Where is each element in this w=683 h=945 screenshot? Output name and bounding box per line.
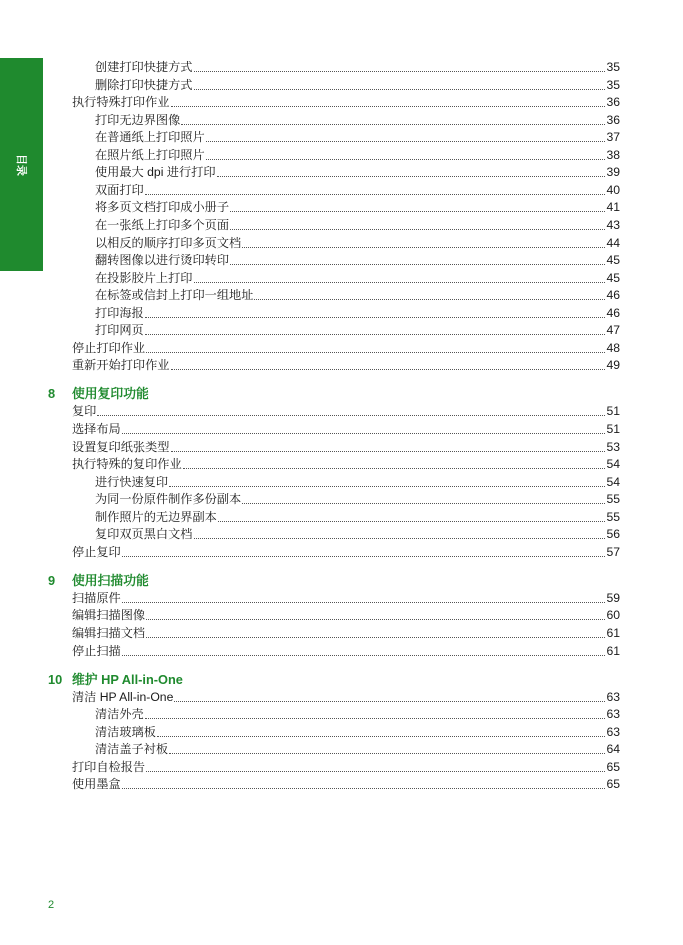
toc-entry[interactable] xyxy=(72,340,620,357)
toc-entry-title: 打印海报 xyxy=(95,305,144,320)
toc-entry-page: 54 xyxy=(606,457,620,472)
toc-entry-title: 为同一份原件制作多份副本 xyxy=(95,492,242,507)
toc-subentry[interactable] xyxy=(95,724,620,741)
dot-leader xyxy=(206,129,606,142)
toc-subentry[interactable] xyxy=(95,199,620,216)
toc-entry-page: 63 xyxy=(606,689,620,704)
dot-leader xyxy=(194,526,606,539)
toc-entry-title: 翻转图像以进行烫印转印 xyxy=(95,253,230,268)
toc-entry-page: 57 xyxy=(606,544,620,559)
toc-entry-title: 执行特殊的复印作业 xyxy=(72,457,182,472)
page-number: 2 xyxy=(48,899,55,911)
dot-leader xyxy=(171,439,606,452)
dot-leader xyxy=(122,776,606,789)
toc-subentry[interactable] xyxy=(95,322,620,339)
toc-entry-title: 删除打印快捷方式 xyxy=(95,77,193,92)
toc-entry[interactable] xyxy=(72,643,620,660)
toc-entry-title: 清洁外壳 xyxy=(95,707,144,722)
toc-entry-title: 在标签或信封上打印一组地址 xyxy=(95,288,254,303)
toc-entry-title: 编辑扫描图像 xyxy=(72,608,146,623)
toc-subentry[interactable] xyxy=(95,252,620,269)
toc-entry-title: 停止复印 xyxy=(72,544,121,559)
toc-entry-title: 停止扫描 xyxy=(72,643,121,658)
toc-entry-page: 65 xyxy=(606,777,620,792)
toc-entry-title: 复印双页黑白文档 xyxy=(95,527,193,542)
toc-entry[interactable] xyxy=(72,544,620,561)
toc-entry-title: 双面打印 xyxy=(95,182,144,197)
dot-leader xyxy=(194,77,606,90)
toc-subentry[interactable] xyxy=(95,164,620,181)
toc-entry-page: 36 xyxy=(606,95,620,110)
toc-entry-title: 进行快速复印 xyxy=(95,474,169,489)
side-tab-label: 目录 xyxy=(14,153,27,176)
toc-entry-page: 47 xyxy=(606,323,620,338)
toc-entry[interactable] xyxy=(72,759,620,776)
toc-entry-title: 将多页文档打印成小册子 xyxy=(95,200,230,215)
toc-entry-title: 选择布局 xyxy=(72,422,121,436)
dot-leader xyxy=(122,590,606,603)
toc-subentry[interactable] xyxy=(95,112,620,129)
dot-leader xyxy=(169,474,605,487)
toc-subentry[interactable] xyxy=(95,305,620,322)
toc-entry-title: 制作照片的无边界副本 xyxy=(95,509,217,524)
toc-entry-page: 49 xyxy=(606,358,620,373)
dot-leader xyxy=(181,112,605,125)
toc-entry-page: 51 xyxy=(606,422,620,436)
toc-entry-title: 清洁 HP All-in-One xyxy=(72,689,174,704)
toc-subentry[interactable] xyxy=(95,474,620,491)
toc-entry-page: 61 xyxy=(606,626,620,640)
toc-entry-title: 打印网页 xyxy=(95,323,144,338)
toc-entry-title: 执行特殊打印作业 xyxy=(72,95,170,110)
toc-entry[interactable] xyxy=(72,421,620,438)
toc-entry[interactable] xyxy=(72,607,620,624)
toc-subentry[interactable] xyxy=(95,526,620,543)
chapter-title: 维护 HP All-in-One xyxy=(72,671,183,687)
toc-entry-page: 43 xyxy=(606,218,620,232)
chapter-heading[interactable] xyxy=(48,385,448,403)
toc-entry-page: 35 xyxy=(606,77,620,92)
dot-leader xyxy=(122,643,606,656)
toc-entry[interactable] xyxy=(72,689,620,706)
toc-entry-page: 56 xyxy=(606,527,620,542)
toc-entry-title: 在普通纸上打印照片 xyxy=(95,130,205,145)
dot-leader xyxy=(230,199,605,212)
toc-entry[interactable] xyxy=(72,456,620,473)
dot-leader xyxy=(254,287,605,300)
toc-subentry[interactable] xyxy=(95,287,620,304)
chapter-number: 10 xyxy=(48,671,63,687)
toc-entry-title: 清洁玻璃板 xyxy=(95,724,156,739)
toc-subentry[interactable] xyxy=(95,59,620,76)
dot-leader xyxy=(122,421,606,434)
toc-entry-title: 设置复印纸张类型 xyxy=(72,439,170,454)
dot-leader xyxy=(230,217,605,230)
toc-entry-page: 46 xyxy=(606,288,620,303)
chapter-title: 使用复印功能 xyxy=(72,386,149,402)
toc-entry-page: 44 xyxy=(606,235,620,250)
dot-leader xyxy=(146,759,605,772)
toc-entry-title: 打印无边界图像 xyxy=(95,112,181,127)
chapter-number: 8 xyxy=(48,386,56,402)
toc-entry[interactable] xyxy=(72,590,620,607)
toc-entry-page: 37 xyxy=(606,130,620,145)
toc-entry[interactable] xyxy=(72,776,620,793)
toc-subentry[interactable] xyxy=(95,270,620,287)
dot-leader xyxy=(157,724,606,737)
dot-leader xyxy=(174,689,605,702)
dot-leader xyxy=(146,625,605,638)
dot-leader xyxy=(217,164,606,177)
dot-leader xyxy=(145,182,606,195)
toc-entry-page: 53 xyxy=(606,439,620,454)
dot-leader xyxy=(171,94,606,107)
toc-entry-title: 创建打印快捷方式 xyxy=(95,60,193,74)
toc-subentry[interactable] xyxy=(95,217,620,234)
toc-entry-title: 停止打印作业 xyxy=(72,340,146,355)
toc-entry[interactable] xyxy=(72,625,620,642)
toc-entry-title: 使用最大 dpi 进行打印 xyxy=(95,165,216,180)
dot-leader xyxy=(145,322,606,335)
toc-entry-page: 65 xyxy=(606,759,620,774)
toc-entry-title: 重新开始打印作业 xyxy=(72,358,170,373)
dot-leader xyxy=(218,509,606,522)
dot-leader xyxy=(145,305,606,318)
toc-entry-page: 46 xyxy=(606,305,620,320)
toc-entry-page: 39 xyxy=(606,165,620,180)
toc-entry[interactable] xyxy=(72,403,620,420)
toc-entry[interactable] xyxy=(72,94,620,111)
dot-leader xyxy=(145,706,606,719)
toc-entry[interactable] xyxy=(72,439,620,456)
chapter-number: 9 xyxy=(48,572,56,588)
toc-subentry[interactable] xyxy=(95,147,620,164)
toc-entry-page: 59 xyxy=(606,590,620,605)
toc-entry-page: 36 xyxy=(606,112,620,127)
toc-entry-page: 45 xyxy=(606,253,620,268)
toc-subentry[interactable] xyxy=(95,182,620,199)
dot-leader xyxy=(194,270,606,283)
toc-entry-page: 55 xyxy=(606,509,620,524)
toc-entry-title: 编辑扫描文档 xyxy=(72,626,146,640)
toc-entry-title: 扫描原件 xyxy=(72,590,121,605)
chapter-heading[interactable] xyxy=(48,572,448,590)
dot-leader xyxy=(206,147,606,160)
dot-leader xyxy=(171,357,606,370)
dot-leader xyxy=(122,544,606,557)
toc-entry-page: 55 xyxy=(606,492,620,507)
toc-subentry[interactable] xyxy=(95,509,620,526)
dot-leader xyxy=(146,607,605,620)
chapter-title: 使用扫描功能 xyxy=(72,572,149,588)
toc-entry-title: 在投影胶片上打印 xyxy=(95,270,193,285)
toc-entry-title: 清洁盖子衬板 xyxy=(95,742,169,757)
toc-subentry[interactable] xyxy=(95,235,620,252)
toc-entry-title: 使用墨盒 xyxy=(72,777,121,792)
dot-leader xyxy=(169,741,605,754)
dot-leader xyxy=(97,403,605,416)
toc-entry-title: 在一张纸上打印多个页面 xyxy=(95,218,230,232)
toc-entry-title: 复印 xyxy=(72,404,97,419)
toc-subentry[interactable] xyxy=(95,491,620,508)
dot-leader xyxy=(230,252,605,265)
toc-entry-page: 40 xyxy=(606,182,620,197)
toc-entry-page: 63 xyxy=(606,724,620,739)
dot-leader xyxy=(194,59,606,72)
dot-leader xyxy=(242,235,605,248)
dot-leader xyxy=(146,340,605,353)
toc-entry-page: 41 xyxy=(606,200,620,215)
toc-entry-page: 35 xyxy=(606,60,620,74)
toc-entry-page: 60 xyxy=(606,608,620,623)
toc-entry[interactable] xyxy=(72,357,620,374)
toc-entry-page: 51 xyxy=(606,404,620,419)
dot-leader xyxy=(242,491,605,504)
toc-entry-page: 45 xyxy=(606,270,620,285)
toc-entry-page: 64 xyxy=(606,742,620,757)
toc-entry-page: 38 xyxy=(606,147,620,162)
toc-subentry[interactable] xyxy=(95,741,620,758)
toc-subentry[interactable] xyxy=(95,77,620,94)
toc-entry-page: 54 xyxy=(606,474,620,489)
toc-entry-page: 48 xyxy=(606,340,620,355)
toc-subentry[interactable] xyxy=(95,706,620,723)
toc-entry-title: 在照片纸上打印照片 xyxy=(95,147,205,162)
chapter-heading[interactable] xyxy=(48,671,448,689)
dot-leader xyxy=(183,456,606,469)
toc-entry-page: 63 xyxy=(606,707,620,722)
toc-subentry[interactable] xyxy=(95,129,620,146)
toc-entry-page: 61 xyxy=(606,643,620,658)
toc-entry-title: 以相反的顺序打印多页文档 xyxy=(95,235,242,250)
side-tab xyxy=(0,58,43,271)
toc-entry-title: 打印自检报告 xyxy=(72,759,146,774)
